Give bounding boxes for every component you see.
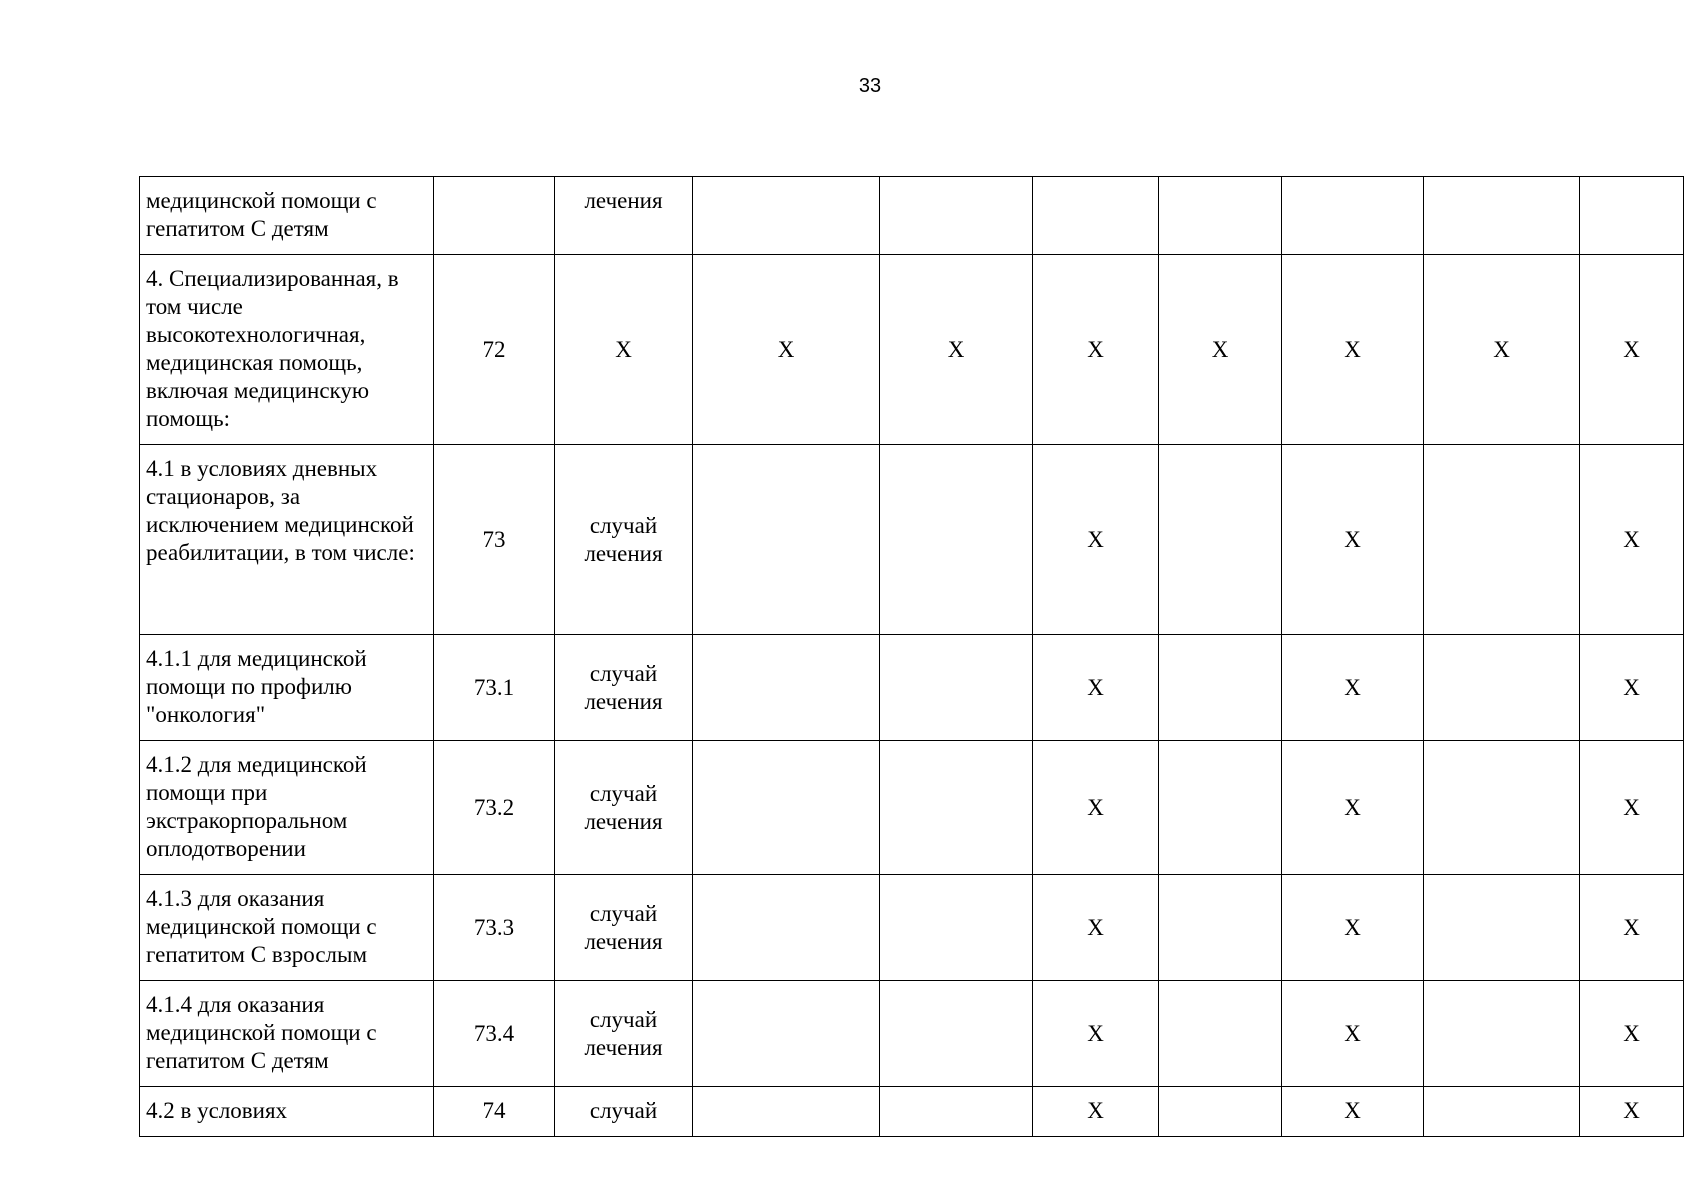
row-number-cell: [434, 177, 555, 255]
value-cell: [880, 741, 1033, 875]
value-cell: [880, 981, 1033, 1087]
value-cell: Х: [1033, 635, 1159, 741]
row-name-cell: медицинской помощи с гепатитом С детям: [140, 177, 434, 255]
row-number-cell: 73: [434, 445, 555, 635]
unit-cell: Х: [555, 255, 693, 445]
value-cell: [880, 177, 1033, 255]
unit-cell: случай лечения: [555, 445, 693, 635]
table-row: [140, 741, 1684, 875]
row-number-cell: 73.1: [434, 635, 555, 741]
row-name-cell: 4. Специализированная, в том числе высокотехнологичная, медицинская помощь, включая медицинскую помощь:: [140, 255, 434, 445]
value-cell: [1159, 875, 1282, 981]
value-cell: Х: [1580, 741, 1684, 875]
value-cell: Х: [1580, 981, 1684, 1087]
row-number-cell: 74: [434, 1087, 555, 1137]
row-number-cell: 73.3: [434, 875, 555, 981]
value-cell: [1282, 177, 1424, 255]
value-cell: [1424, 445, 1580, 635]
value-cell: [1159, 177, 1282, 255]
value-cell: [693, 741, 880, 875]
unit-cell: случай лечения: [555, 875, 693, 981]
value-cell: Х: [1580, 445, 1684, 635]
value-cell: [693, 635, 880, 741]
value-cell: Х: [1424, 255, 1580, 445]
value-cell: [1424, 981, 1580, 1087]
value-cell: [1159, 1087, 1282, 1137]
value-cell: [1159, 635, 1282, 741]
row-number-cell: 73.2: [434, 741, 555, 875]
table-row: [140, 981, 1684, 1087]
unit-cell: случай: [555, 1087, 693, 1137]
unit-cell: случай лечения: [555, 741, 693, 875]
value-cell: Х: [1033, 741, 1159, 875]
value-cell: [1424, 177, 1580, 255]
value-cell: [1424, 875, 1580, 981]
unit-cell: случай лечения: [555, 981, 693, 1087]
data-table: [139, 176, 1684, 1137]
value-cell: Х: [1033, 255, 1159, 445]
value-cell: [1580, 177, 1684, 255]
value-cell: [693, 981, 880, 1087]
value-cell: Х: [1159, 255, 1282, 445]
value-cell: Х: [880, 255, 1033, 445]
table-row: [140, 635, 1684, 741]
row-name-cell: 4.1.1 для медицинской помощи по профилю "онкология": [140, 635, 434, 741]
value-cell: Х: [1282, 445, 1424, 635]
value-cell: [1159, 741, 1282, 875]
value-cell: Х: [1282, 635, 1424, 741]
value-cell: [693, 875, 880, 981]
value-cell: Х: [1033, 875, 1159, 981]
value-cell: [1159, 445, 1282, 635]
value-cell: [880, 875, 1033, 981]
table-row: [140, 445, 1684, 635]
value-cell: [693, 445, 880, 635]
value-cell: Х: [1282, 1087, 1424, 1137]
value-cell: [1424, 1087, 1580, 1137]
value-cell: [1424, 741, 1580, 875]
table-body: [140, 177, 1684, 1137]
value-cell: Х: [1580, 875, 1684, 981]
unit-cell: случай лечения: [555, 635, 693, 741]
value-cell: [1033, 177, 1159, 255]
row-number-cell: 72: [434, 255, 555, 445]
value-cell: [880, 445, 1033, 635]
row-name-cell: 4.1.4 для оказания медицинской помощи с гепатитом С детям: [140, 981, 434, 1087]
value-cell: Х: [1282, 981, 1424, 1087]
value-cell: [880, 635, 1033, 741]
page-number: 33: [858, 75, 882, 97]
table-row: [140, 177, 1684, 255]
value-cell: Х: [1580, 255, 1684, 445]
row-number-cell: 73.4: [434, 981, 555, 1087]
value-cell: [880, 1087, 1033, 1137]
value-cell: Х: [1282, 875, 1424, 981]
value-cell: Х: [1033, 981, 1159, 1087]
value-cell: Х: [1580, 1087, 1684, 1137]
unit-cell: лечения: [555, 177, 693, 255]
value-cell: Х: [1282, 741, 1424, 875]
table-row: [140, 875, 1684, 981]
value-cell: [693, 1087, 880, 1137]
row-name-cell: 4.1.3 для оказания медицинской помощи с гепатитом С взрослым: [140, 875, 434, 981]
row-name-cell: 4.1 в условиях дневных стационаров, за исключением медицинской реабилитации, в том числе:: [140, 445, 434, 635]
table-row: [140, 1087, 1684, 1137]
value-cell: Х: [1033, 1087, 1159, 1137]
row-name-cell: 4.1.2 для медицинской помощи при экстракорпоральном оплодотворении: [140, 741, 434, 875]
value-cell: [1159, 981, 1282, 1087]
table-row: [140, 255, 1684, 445]
row-name-cell: 4.2 в условиях: [140, 1087, 434, 1137]
value-cell: Х: [1580, 635, 1684, 741]
value-cell: Х: [1282, 255, 1424, 445]
value-cell: Х: [1033, 445, 1159, 635]
value-cell: [693, 177, 880, 255]
value-cell: Х: [693, 255, 880, 445]
value-cell: [1424, 635, 1580, 741]
